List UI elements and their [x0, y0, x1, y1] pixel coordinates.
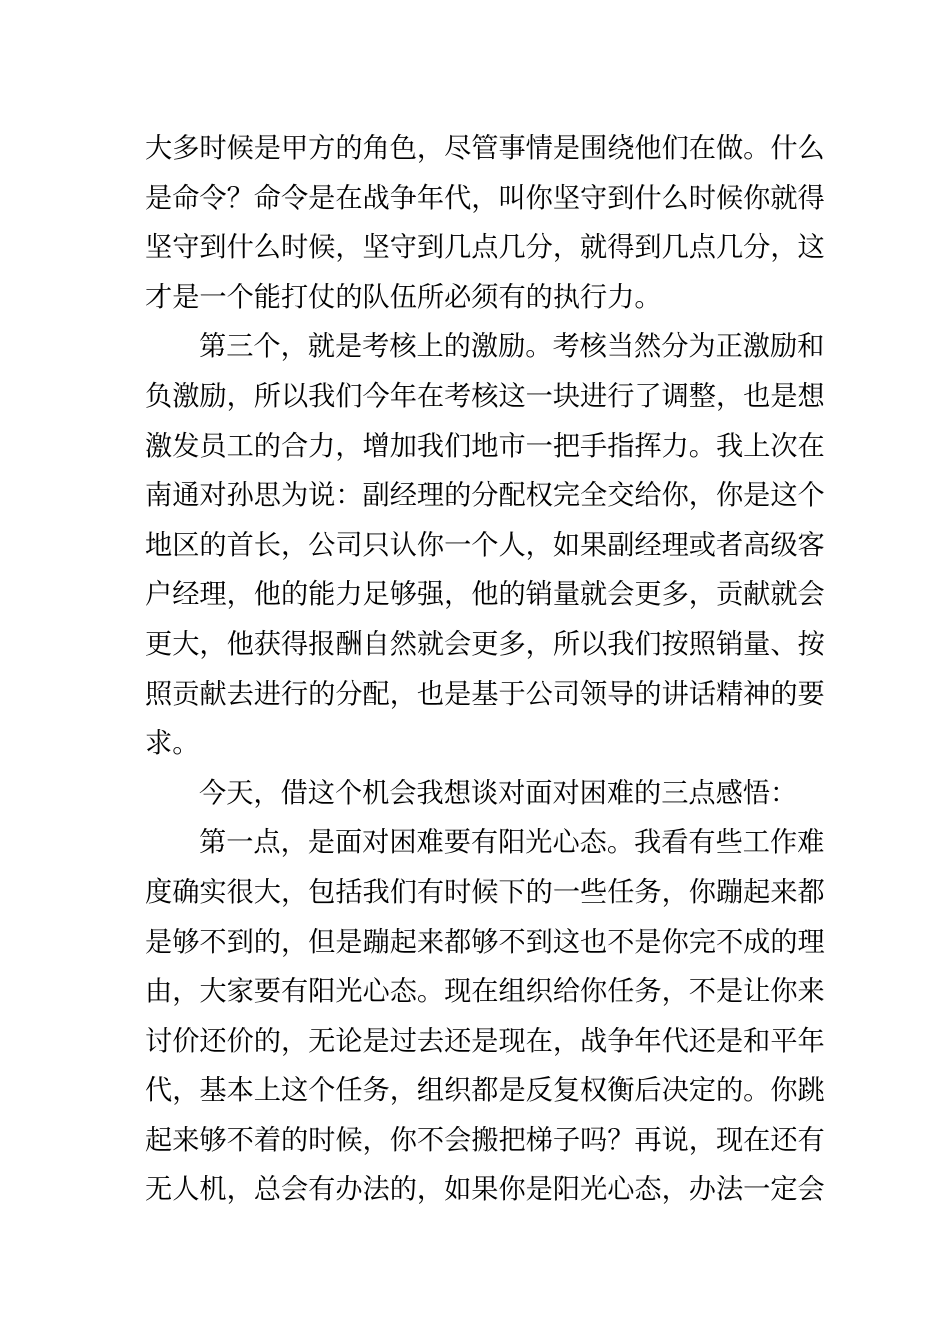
- text-line: 第三个，就是考核上的激励。考核当然分为正激励和: [199, 331, 825, 363]
- text-line: 由，大家要有阳光心态。现在组织给你任务，不是让你来: [145, 976, 825, 1008]
- text-line: 代，基本上这个任务，组织都是反复权衡后决定的。你跳: [145, 1075, 825, 1107]
- text-line: 激发员工的合力，增加我们地市一把手指挥力。我上次在: [145, 430, 825, 462]
- text-line: 度确实很大，包括我们有时候下的一些任务，你蹦起来都: [145, 876, 825, 908]
- text-line: 地区的首长，公司只认你一个人，如果副经理或者高级客: [145, 529, 825, 561]
- text-line: 照贡献去进行的分配，也是基于公司领导的讲话精神的要: [145, 678, 825, 710]
- text-line: 求。: [145, 728, 200, 760]
- text-line: 才是一个能打仗的队伍所必须有的执行力。: [145, 281, 662, 313]
- text-line: 第一点，是面对困难要有阳光心态。我看有些工作难: [199, 827, 825, 859]
- text-line: 坚守到什么时候，坚守到几点几分，就得到几点几分，这: [145, 232, 825, 264]
- text-line: 是命令？命令是在战争年代，叫你坚守到什么时候你就得: [145, 182, 825, 214]
- text-line: 讨价还价的，无论是过去还是现在，战争年代还是和平年: [145, 1025, 825, 1057]
- text-line: 负激励，所以我们今年在考核这一块进行了调整，也是想: [145, 380, 825, 412]
- text-line: 今天，借这个机会我想谈对面对困难的三点感悟：: [199, 777, 798, 809]
- text-line: 更大，他获得报酬自然就会更多，所以我们按照销量、按: [145, 628, 825, 660]
- text-line: 户经理，他的能力足够强，他的销量就会更多，贡献就会: [145, 579, 825, 611]
- text-line: 南通对孙思为说：副经理的分配权完全交给你，你是这个: [145, 480, 825, 512]
- text-line: 是够不到的，但是蹦起来都够不到这也不是你完不成的理: [145, 926, 825, 958]
- text-line: 无人机，总会有办法的，如果你是阳光心态，办法一定会: [145, 1174, 825, 1206]
- text-line: 大多时候是甲方的角色，尽管事情是围绕他们在做。什么: [145, 133, 825, 164]
- body-text: [145, 124, 825, 1215]
- text-line: 起来够不着的时候，你不会搬把梯子吗？再说，现在还有: [145, 1124, 825, 1156]
